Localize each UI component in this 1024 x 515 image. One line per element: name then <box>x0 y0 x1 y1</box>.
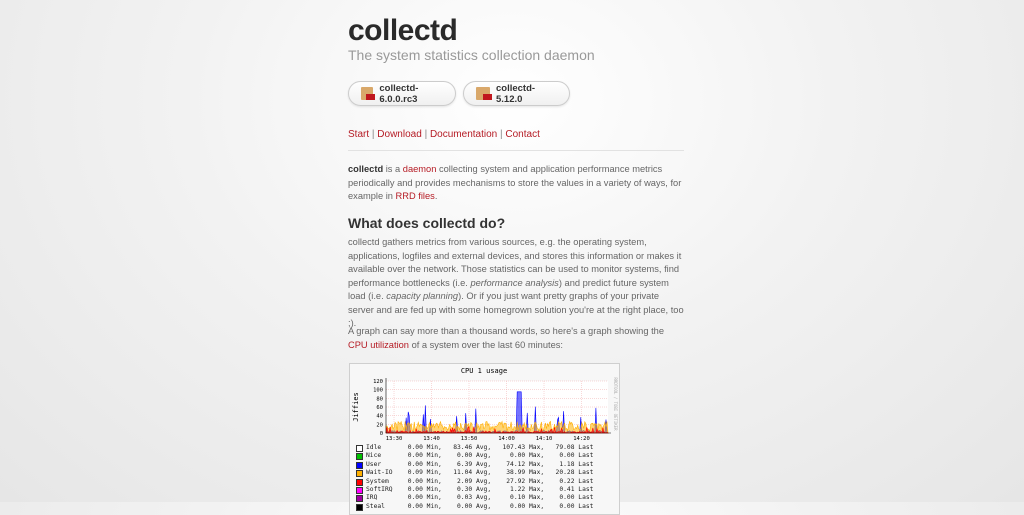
nav-documentation[interactable]: Documentation <box>429 129 498 140</box>
legend-values: Nice 0.00 Min, 0.00 Avg, 0.00 Max, 0.00 Last <box>366 452 594 460</box>
description-paragraph <box>348 236 684 331</box>
graph-intro-paragraph <box>348 325 684 352</box>
text: . <box>434 191 438 201</box>
y-tick-label: 0 <box>379 431 383 437</box>
legend-values: IRQ 0.00 Min, 0.03 Avg, 0.10 Max, 0.00 Last <box>366 494 594 502</box>
rrdtool-label: RRDTOOL / TOBI OETIKER <box>613 377 618 431</box>
legend-row-user <box>356 461 593 469</box>
legend-row-idle <box>356 444 593 452</box>
nav-download[interactable]: Download <box>377 129 422 140</box>
download-button-5[interactable] <box>463 81 570 106</box>
x-tick-label: 13:30 <box>385 436 403 442</box>
site-subtitle: The system statistics collection daemon <box>348 47 595 63</box>
legend-swatch <box>356 487 363 494</box>
cpu-utilization-link[interactable]: CPU utilization <box>348 339 409 350</box>
legend-row-irq <box>356 494 593 502</box>
intro-paragraph <box>348 163 684 204</box>
download-button-6[interactable] <box>348 81 456 106</box>
legend-values: SoftIRQ 0.00 Min, 0.30 Avg, 1.22 Max, 0.41 Last <box>366 485 594 493</box>
rrd-files-link[interactable]: RRD files <box>395 191 435 201</box>
legend-swatch <box>356 495 363 502</box>
legend-swatch <box>356 462 363 469</box>
legend-swatch <box>356 479 363 486</box>
chart-title: CPU 1 usage <box>460 367 508 375</box>
legend-swatch <box>356 504 363 511</box>
legend-values: Wait-IO 0.09 Min, 11.04 Avg, 38.99 Max, 20.28 Last <box>366 469 594 477</box>
download-label: collectd-6.0.0.rc3 <box>379 82 419 105</box>
cpu-chart-svg <box>350 364 619 444</box>
y-tick-label: 60 <box>376 405 383 411</box>
y-tick-label: 20 <box>376 422 383 429</box>
x-tick-label: 13:50 <box>460 436 478 442</box>
text: A graph can say more than a thousand words, so here's a graph showing the <box>348 326 664 336</box>
text: collectd gathers metrics from various sources, e.g. the operating system, applications, logfiles and external devices, and stores this information or makes it available over the network. Those statistics can be used to monitor systems, find performance bottlenecks (i.e. <box>348 237 682 288</box>
download-label: collectd-5.12.0 <box>495 82 536 105</box>
nav-start[interactable]: Start <box>348 129 370 140</box>
legend-swatch <box>356 445 363 452</box>
y-tick-label: 120 <box>373 379 383 385</box>
x-tick-label: 14:10 <box>535 436 553 442</box>
legend-values: Idle 0.00 Min, 83.46 Avg, 107.43 Max, 79.08 Last <box>366 444 594 451</box>
text: is a <box>383 164 403 174</box>
legend-row-system <box>356 478 593 486</box>
text: of a system over the last 60 minutes: <box>408 339 563 350</box>
chart-legend <box>356 444 593 511</box>
legend-row-steal <box>356 503 593 511</box>
divider <box>348 150 684 151</box>
nav-contact[interactable]: Contact <box>505 129 540 140</box>
legend-values: User 0.00 Min, 6.39 Avg, 74.12 Max, 1.18 Last <box>366 460 594 468</box>
x-tick-label: 14:20 <box>573 436 590 442</box>
emphasis: capacity planning <box>386 291 459 301</box>
nav-separator: | <box>500 129 503 140</box>
legend-row-softirq <box>356 486 593 494</box>
legend-row-nice <box>356 452 593 460</box>
x-tick-label: 14:00 <box>498 436 515 442</box>
x-tick-label: 13:40 <box>423 436 440 442</box>
y-tick-label: 80 <box>376 396 383 403</box>
section-heading: What does collectd do? <box>348 215 506 231</box>
legend-values: Steal 0.00 Min, 0.00 Avg, 0.00 Max, 0.00 Last <box>366 502 594 510</box>
text: ) and predict future system load (i.e. <box>348 277 669 301</box>
package-icon <box>361 87 373 100</box>
intro-strong: collectd <box>348 164 384 174</box>
y-axis-label: Jiffies <box>352 392 360 422</box>
nav-separator: | <box>371 129 375 140</box>
legend-swatch <box>356 453 363 460</box>
main-nav <box>348 129 540 140</box>
legend-swatch <box>356 470 363 477</box>
site-title: collectd <box>348 14 458 47</box>
cpu-graph <box>349 363 620 515</box>
legend-values: System 0.00 Min, 2.09 Avg, 27.92 Max, 0.22 Last <box>366 477 594 485</box>
emphasis: performance analysis <box>470 277 559 288</box>
legend-row-wait-io <box>356 469 593 477</box>
y-tick-label: 100 <box>373 387 383 394</box>
daemon-link[interactable]: daemon <box>402 164 437 174</box>
text: ). Or if you just want pretty graphs of your private server and are fed up with some homegrown solution you're at the right place, too ;). <box>348 291 684 328</box>
package-icon <box>476 87 490 100</box>
y-tick-label: 40 <box>376 413 383 420</box>
text: collecting system and application performance metrics periodically and provides mechanisms to store the values in a variety of ways, for example in <box>348 164 682 201</box>
nav-separator: | <box>424 129 428 140</box>
